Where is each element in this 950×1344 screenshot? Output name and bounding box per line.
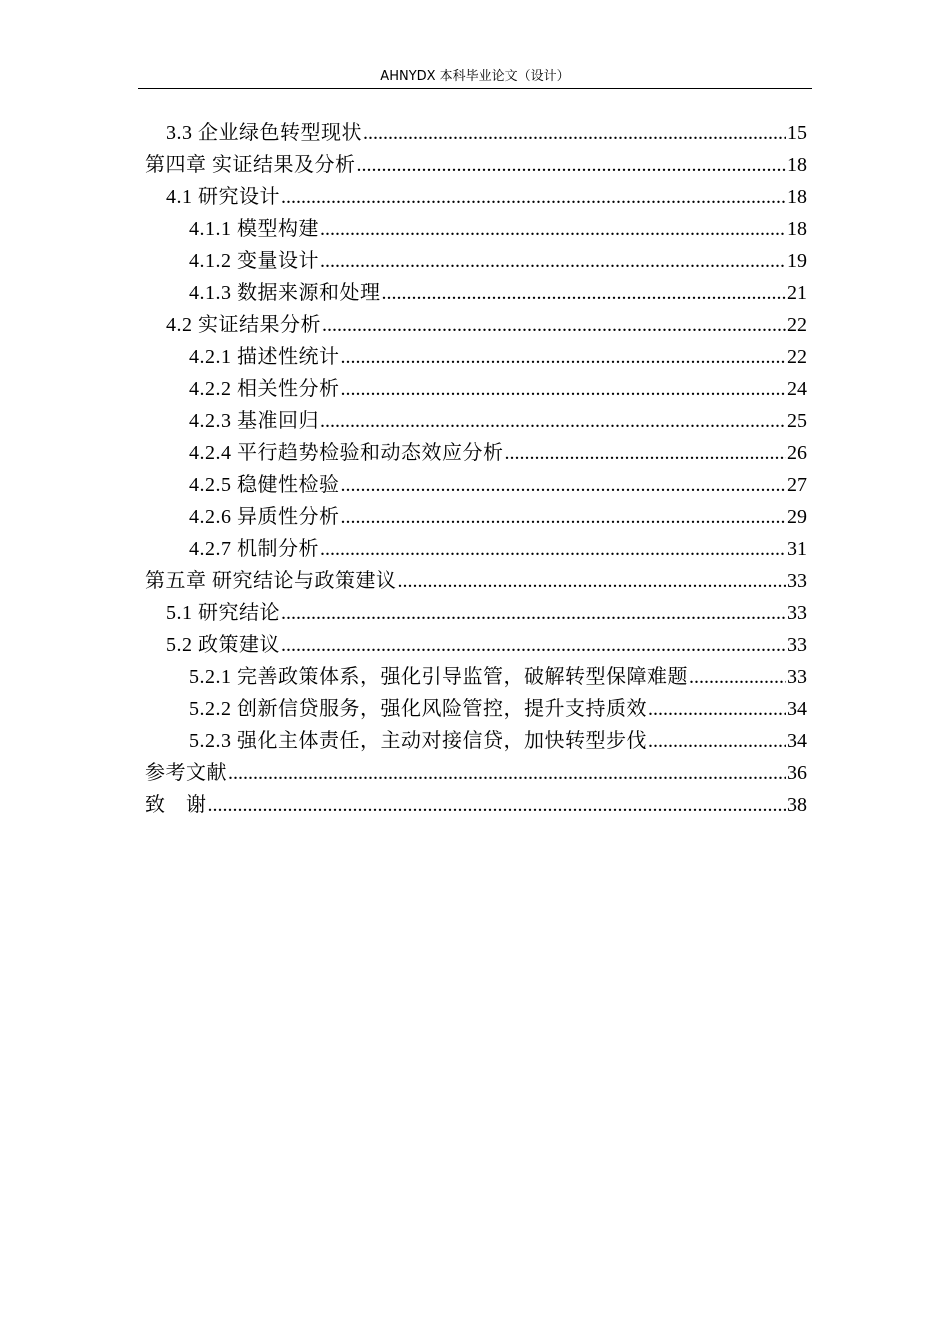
toc-entry-page: 22 <box>787 346 807 368</box>
toc-entry[interactable] <box>166 597 807 629</box>
toc-entry[interactable] <box>189 501 807 533</box>
toc-dot-leader <box>320 405 786 437</box>
toc-entry-title: 第四章 实证结果及分析 <box>145 154 356 176</box>
toc-entry[interactable] <box>189 725 807 757</box>
toc-entry-page: 36 <box>787 762 807 784</box>
toc-dot-leader <box>322 309 786 341</box>
toc-entry-title: 致 谢 <box>145 794 207 816</box>
toc-dot-leader <box>363 117 786 149</box>
toc-entry[interactable] <box>189 693 807 725</box>
toc-dot-leader <box>689 661 786 693</box>
page-header-title: AHNYDX 本科毕业论文（设计） <box>380 69 570 84</box>
toc-entry[interactable] <box>189 277 807 309</box>
toc-dot-leader <box>341 373 787 405</box>
toc-entry-title: 4.1 研究设计 <box>166 186 280 208</box>
toc-entry-page: 33 <box>787 666 807 688</box>
toc-entry[interactable] <box>189 405 807 437</box>
toc-entry[interactable] <box>189 213 807 245</box>
toc-entry-title: 参考文献 <box>145 762 227 784</box>
toc-dot-leader <box>208 789 787 821</box>
toc-entry-title: 5.2.1 完善政策体系，强化引导监管，破解转型保障难题 <box>189 666 688 688</box>
toc-entry[interactable] <box>189 437 807 469</box>
toc-entry-title: 4.2.6 异质性分析 <box>189 506 340 528</box>
toc-entry-page: 21 <box>787 282 807 304</box>
toc-entry-title: 4.1.3 数据来源和处理 <box>189 282 381 304</box>
toc-entry-page: 19 <box>787 250 807 272</box>
toc-dot-leader <box>320 245 786 277</box>
toc-entry-page: 34 <box>787 730 807 752</box>
toc-dot-leader <box>320 533 786 565</box>
toc-entry[interactable] <box>189 373 807 405</box>
toc-dot-leader <box>320 213 786 245</box>
toc-dot-leader <box>648 725 786 757</box>
toc-entry[interactable] <box>189 533 807 565</box>
toc-dot-leader <box>281 181 786 213</box>
toc-entry-page: 34 <box>787 698 807 720</box>
toc-entry-page: 18 <box>787 218 807 240</box>
toc-entry-page: 25 <box>787 410 807 432</box>
toc-entry-page: 33 <box>787 634 807 656</box>
toc-dot-leader <box>281 629 786 661</box>
toc-entry-title: 4.1.1 模型构建 <box>189 218 319 240</box>
toc-dot-leader <box>228 757 786 789</box>
toc-entry-page: 15 <box>787 122 807 144</box>
toc-entry-title: 第五章 研究结论与政策建议 <box>145 570 397 592</box>
header-divider <box>138 88 812 89</box>
toc-dot-leader <box>341 501 787 533</box>
toc-entry-page: 38 <box>787 794 807 816</box>
toc-entry-page: 18 <box>787 186 807 208</box>
toc-entry-title: 5.2 政策建议 <box>166 634 280 656</box>
toc-entry-title: 3.3 企业绿色转型现状 <box>166 122 362 144</box>
toc-entry-title: 5.1 研究结论 <box>166 602 280 624</box>
toc-dot-leader <box>505 437 787 469</box>
toc-entry-title: 4.2.4 平行趋势检验和动态效应分析 <box>189 442 504 464</box>
toc-entry[interactable] <box>145 149 807 181</box>
toc-entry-title: 4.2 实证结果分析 <box>166 314 321 336</box>
toc-dot-leader <box>281 597 786 629</box>
toc-entry-title: 4.2.5 稳健性检验 <box>189 474 340 496</box>
toc-entry-page: 29 <box>787 506 807 528</box>
toc-entry[interactable] <box>166 117 807 149</box>
toc-entry-page: 24 <box>787 378 807 400</box>
toc-entry-page: 27 <box>787 474 807 496</box>
toc-dot-leader <box>341 341 787 373</box>
toc-entry-page: 31 <box>787 538 807 560</box>
toc-entry-title: 4.2.2 相关性分析 <box>189 378 340 400</box>
toc-dot-leader <box>648 693 786 725</box>
toc-dot-leader <box>398 565 787 597</box>
toc-entry[interactable] <box>166 309 807 341</box>
toc-entry[interactable] <box>145 789 807 821</box>
toc-entry-title: 4.1.2 变量设计 <box>189 250 319 272</box>
toc-dot-leader <box>382 277 787 309</box>
toc-entry-page: 33 <box>787 602 807 624</box>
toc-entry[interactable] <box>145 757 807 789</box>
toc-entry-title: 4.2.3 基准回归 <box>189 410 319 432</box>
toc-entry-page: 22 <box>787 314 807 336</box>
toc-entry-title: 5.2.3 强化主体责任，主动对接信贷，加快转型步伐 <box>189 730 647 752</box>
toc-entry[interactable] <box>166 181 807 213</box>
toc-entry-page: 33 <box>787 570 807 592</box>
toc-entry-page: 26 <box>787 442 807 464</box>
toc-dot-leader <box>341 469 787 501</box>
toc-entry[interactable] <box>189 341 807 373</box>
toc-entry-page: 18 <box>787 154 807 176</box>
toc-entry-title: 4.2.1 描述性统计 <box>189 346 340 368</box>
toc-entry-title: 4.2.7 机制分析 <box>189 538 319 560</box>
toc-entry[interactable] <box>189 661 807 693</box>
toc-entry[interactable] <box>189 245 807 277</box>
toc-entry[interactable] <box>166 629 807 661</box>
toc-entry[interactable] <box>145 565 807 597</box>
toc-dot-leader <box>357 149 787 181</box>
toc-entry-title: 5.2.2 创新信贷服务，强化风险管控，提升支持质效 <box>189 698 647 720</box>
toc-entry[interactable] <box>189 469 807 501</box>
